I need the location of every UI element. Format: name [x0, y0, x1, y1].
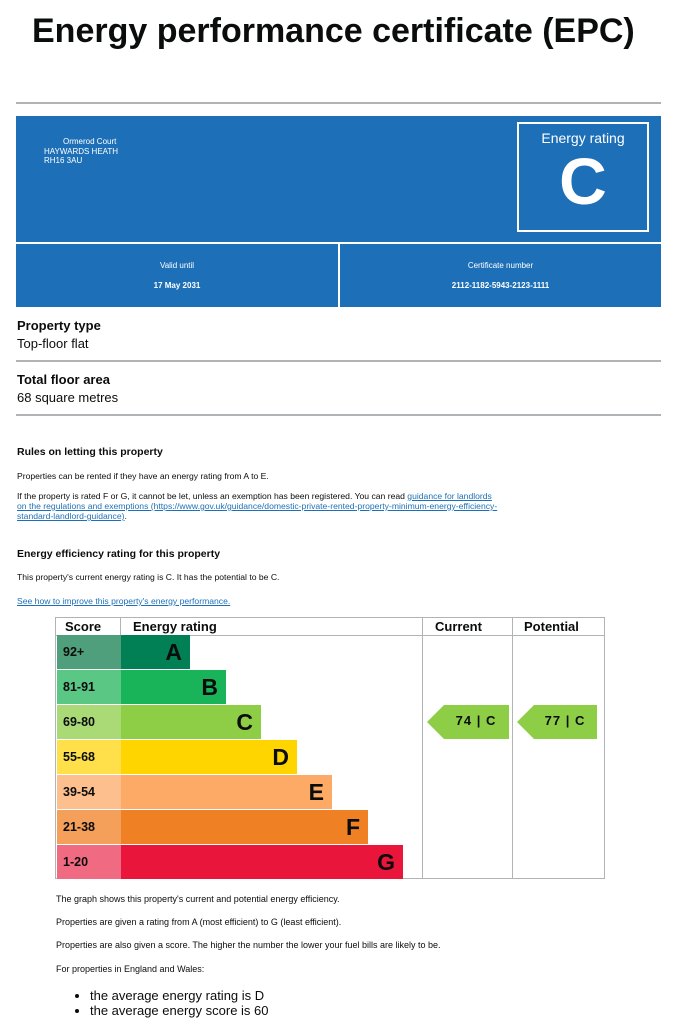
- graph-note-4: For properties in England and Wales:: [56, 964, 205, 974]
- epc-rating-graph: [55, 617, 605, 879]
- improve-performance-link[interactable]: See how to improve this property's energy performance.: [17, 596, 231, 606]
- band-letter: C: [236, 709, 253, 735]
- band-score: 1-20: [57, 845, 121, 879]
- band-bar-f: [121, 810, 368, 844]
- divider: [16, 102, 661, 104]
- graph-note-2: Properties are given a rating from A (most efficient) to G (least efficient).: [56, 917, 342, 927]
- energy-rating-box: [517, 122, 649, 232]
- letting-paragraph-1: Properties can be rented if they have an energy rating from A to E.: [17, 471, 269, 481]
- letting-heading: Rules on letting this property: [17, 446, 163, 458]
- divider: [16, 360, 661, 362]
- column-divider: [120, 618, 121, 635]
- band-bar-e: [121, 775, 332, 809]
- graph-note-1: The graph shows this property's current and potential energy efficiency.: [56, 894, 340, 904]
- current-rating-text: 74 | C: [455, 713, 497, 728]
- valid-until-label: Valid until: [159, 261, 195, 270]
- band-score: 69-80: [57, 705, 121, 739]
- address-line2: HAYWARDS HEATH: [44, 146, 119, 156]
- band-bar-d: [121, 740, 297, 774]
- landlord-guidance-link[interactable]: guidance for landlords: [407, 491, 492, 501]
- potential-column-header: Potential: [524, 619, 579, 634]
- divider: [16, 414, 661, 416]
- score-column-header: Score: [65, 619, 102, 634]
- band-bar-c: [121, 705, 261, 739]
- band-letter: G: [377, 849, 395, 875]
- efficiency-paragraph: This property's current energy rating is C. It has the potential to be C.: [17, 572, 280, 582]
- certificate-number-label: Certificate number: [467, 261, 534, 270]
- band-letter: D: [272, 744, 289, 770]
- address-line1: Ormerod Court: [63, 137, 117, 146]
- letting-paragraph-2: [17, 491, 662, 521]
- valid-until-value: 17 May 2031: [153, 281, 201, 290]
- graph-note-3: Properties are also given a score. The higher the number the lower your fuel bills are likely to be.: [56, 940, 441, 950]
- current-column-header: Current: [435, 619, 482, 634]
- column-divider: [512, 618, 513, 878]
- band-bar-b: [121, 670, 226, 704]
- average-list: [56, 988, 269, 1018]
- energy-rating-value: C: [559, 144, 607, 218]
- certificate-number-cell: [340, 244, 661, 307]
- landlord-guidance-link-2[interactable]: on the regulations and exemptions (https://www.gov.uk/guidance/domestic-private-rented-property-minimum-energy-efficiency-: [17, 501, 498, 511]
- floor-area-label: Total floor area: [17, 372, 110, 387]
- band-bar-a: [121, 635, 190, 669]
- band-score: 81-91: [57, 670, 121, 704]
- page-title: Energy performance certificate (EPC): [32, 12, 635, 50]
- potential-rating-arrow: [517, 705, 597, 739]
- valid-until-cell: [16, 244, 338, 307]
- band-score: 21-38: [57, 810, 121, 844]
- band-bar-g: [121, 845, 403, 879]
- property-type-value: Top-floor flat: [17, 336, 89, 351]
- energy-rating-label: Energy rating: [541, 130, 625, 146]
- address: [44, 137, 118, 166]
- band-letter: F: [345, 814, 360, 840]
- letting-suffix: .: [124, 511, 127, 521]
- band-letter: A: [165, 639, 182, 665]
- current-rating-arrow: [427, 705, 509, 739]
- property-type-label: Property type: [17, 318, 101, 333]
- column-divider: [422, 618, 423, 878]
- letting-text: If the property is rated F or G, it cannot be let, unless an exemption has been registered. You can read: [17, 491, 408, 501]
- band-letter: B: [201, 674, 218, 700]
- band-score: 92+: [57, 635, 121, 669]
- floor-area-value: 68 square metres: [17, 390, 119, 405]
- certificate-number-value: 2112-1182-5943-2123-1111: [451, 281, 550, 290]
- address-postcode: RH16 3AU: [44, 156, 83, 165]
- band-score: 39-54: [57, 775, 121, 809]
- landlord-guidance-link-3[interactable]: standard-landlord-guidance): [17, 511, 125, 521]
- band-letter: E: [308, 779, 324, 805]
- band-score: 55-68: [57, 740, 121, 774]
- list-item: • the average energy rating is D: [90, 988, 269, 1003]
- potential-rating-text: 77 | C: [544, 713, 586, 728]
- energy-rating-column-header: Energy rating: [133, 619, 217, 634]
- list-item: • the average energy score is 60: [90, 1003, 269, 1018]
- efficiency-heading: Energy efficiency rating for this property: [17, 548, 221, 560]
